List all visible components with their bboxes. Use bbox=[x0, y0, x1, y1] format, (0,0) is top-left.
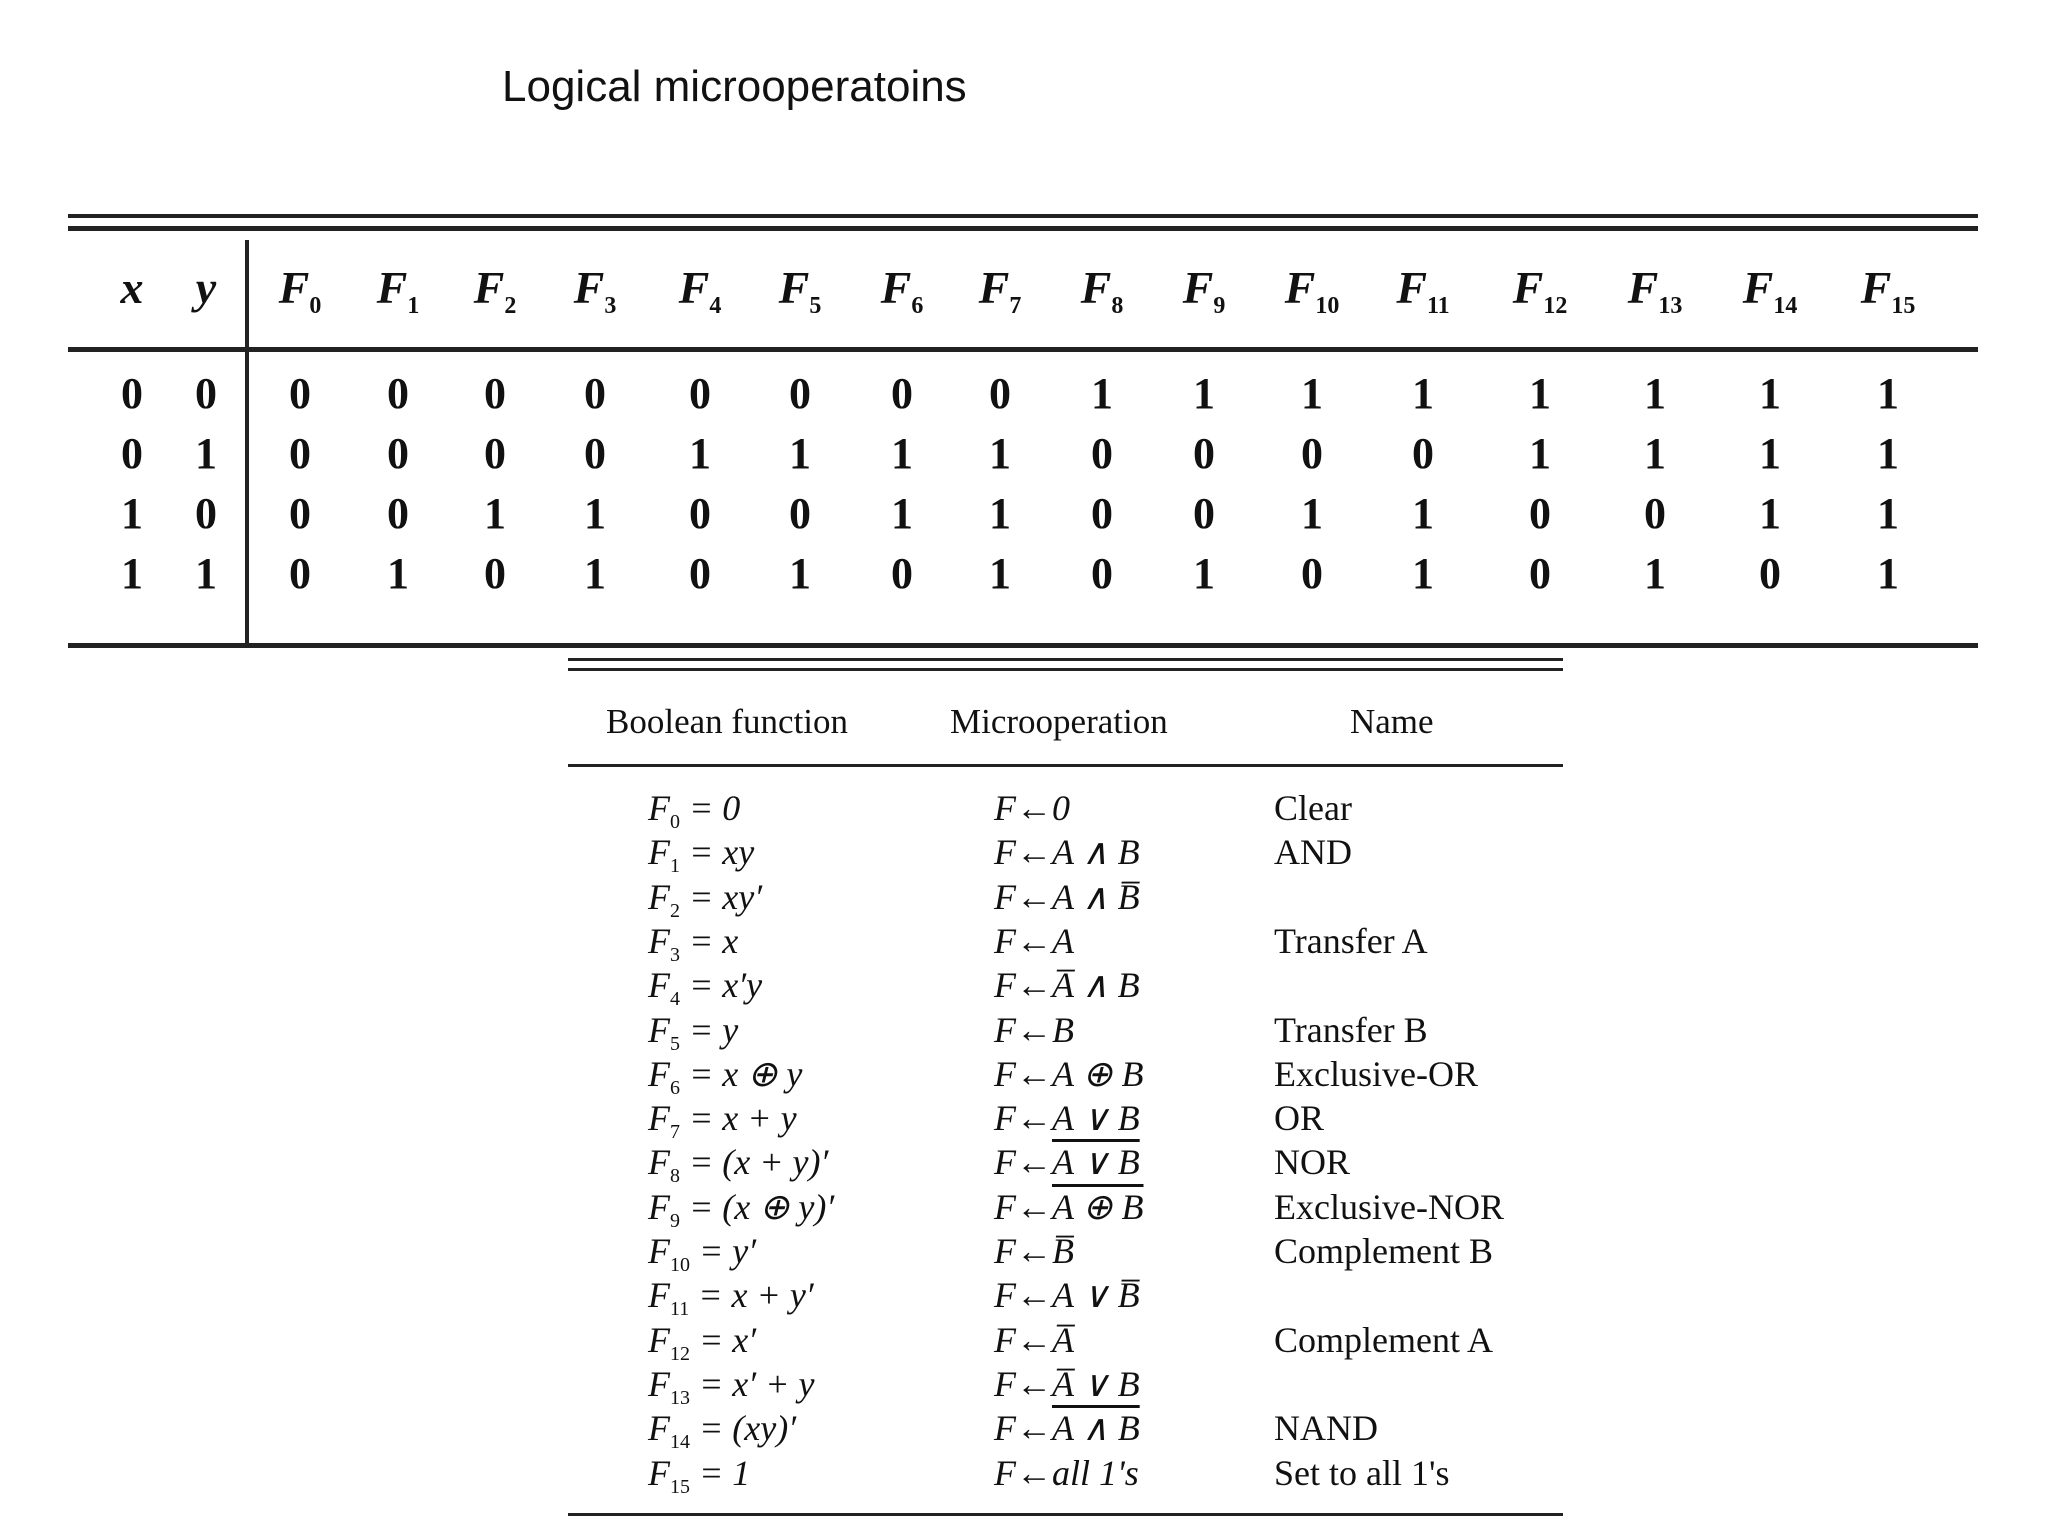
name-cell: NOR bbox=[1274, 1142, 1351, 1183]
column-header: $F_5$ bbox=[778, 262, 822, 320]
column-header: $F_0$ bbox=[278, 262, 322, 320]
boolean-function-cell: $F_5 = y$ bbox=[648, 1009, 739, 1055]
table-cell: 0 bbox=[789, 369, 811, 418]
table-cell: 1 bbox=[195, 549, 217, 598]
microoperation-cell: F←A̅ bbox=[994, 1319, 1074, 1360]
table-cell: 1 bbox=[689, 429, 711, 478]
table-rule bbox=[68, 214, 1978, 218]
table-cell: 0 bbox=[1759, 549, 1781, 598]
boolean-function-cell: $F_{10} = y'$ bbox=[648, 1231, 757, 1277]
name-cell: Set to all 1's bbox=[1274, 1452, 1450, 1493]
name-cell: Exclusive-OR bbox=[1274, 1053, 1478, 1094]
microoperation-cell: F←A ∨ B bbox=[994, 1142, 1140, 1183]
microoperation-cell: F←A ⊕ B bbox=[994, 1053, 1144, 1094]
microoperation-cell: F←A ∧ B bbox=[994, 1408, 1140, 1449]
table-cell: 0 bbox=[289, 369, 311, 418]
microoperation-cell: F←A ⊕ B bbox=[994, 1186, 1144, 1227]
column-header: $F_{15}$ bbox=[1860, 262, 1916, 320]
boolean-function-cell: $F_3 = x$ bbox=[648, 920, 739, 967]
table-cell: 0 bbox=[387, 369, 409, 418]
page-title: Logical microoperatoins bbox=[502, 62, 967, 111]
table-cell: 1 bbox=[1529, 369, 1551, 418]
table-cell: 1 bbox=[1091, 369, 1113, 418]
boolean-function-cell: $F_{15} = 1$ bbox=[648, 1452, 751, 1498]
table-cell: 1 bbox=[1193, 549, 1215, 598]
table-cell: 1 bbox=[789, 549, 811, 598]
table-cell: 1 bbox=[1644, 429, 1666, 478]
table-cell: 1 bbox=[1759, 489, 1781, 538]
table-cell: 0 bbox=[484, 549, 506, 598]
microoperation-cell: F←A̅ ∨ B bbox=[994, 1363, 1140, 1404]
table-row bbox=[568, 1451, 1563, 1498]
boolean-function-cell: $F_{12} = x'$ bbox=[648, 1319, 757, 1365]
column-header: $F_4$ bbox=[678, 262, 722, 320]
microoperation-cell: F←A bbox=[994, 920, 1074, 961]
table-cell: 0 bbox=[289, 429, 311, 478]
table-cell: 1 bbox=[1529, 429, 1551, 478]
table-cell: 1 bbox=[1301, 489, 1323, 538]
table-rule bbox=[68, 347, 1978, 352]
table-cell: 1 bbox=[195, 429, 217, 478]
table-cell: 0 bbox=[584, 429, 606, 478]
table-cell: 1 bbox=[1759, 369, 1781, 418]
table-cell: 1 bbox=[121, 489, 143, 538]
table-cell: 0 bbox=[289, 489, 311, 538]
table-row bbox=[68, 424, 1978, 484]
table-row bbox=[568, 1318, 1563, 1365]
table-rule bbox=[68, 643, 1978, 648]
table-cell: 0 bbox=[121, 369, 143, 418]
table-row bbox=[568, 875, 1563, 922]
table-cell: 0 bbox=[689, 549, 711, 598]
table-cell: 0 bbox=[1091, 549, 1113, 598]
column-header: $F_{13}$ bbox=[1627, 262, 1683, 320]
table-cell: 0 bbox=[1301, 429, 1323, 478]
microoperation-cell: F←A ∨ B̅ bbox=[994, 1275, 1140, 1316]
column-header-microoperation: Microoperation bbox=[950, 702, 1168, 741]
table-cell: 0 bbox=[789, 489, 811, 538]
boolean-function-cell: $F_7 = x + y$ bbox=[648, 1098, 797, 1144]
table-row bbox=[68, 544, 1978, 604]
table-cell: 0 bbox=[1193, 489, 1215, 538]
name-cell: OR bbox=[1274, 1098, 1325, 1139]
table-row bbox=[568, 1008, 1563, 1055]
table-cell: 0 bbox=[1301, 549, 1323, 598]
table-cell: 0 bbox=[891, 369, 913, 418]
table-cell: 0 bbox=[289, 549, 311, 598]
table-cell: 0 bbox=[989, 369, 1011, 418]
table-rule bbox=[568, 1513, 1563, 1516]
boolean-function-cell: $F_4 = x'y$ bbox=[648, 965, 763, 1011]
table-cell: 0 bbox=[584, 369, 606, 418]
table-cell: 1 bbox=[1877, 429, 1899, 478]
table-cell: 0 bbox=[1529, 549, 1551, 598]
microoperation-cell: F←A ∧ B bbox=[994, 832, 1140, 873]
table-cell: 0 bbox=[1529, 489, 1551, 538]
table-cell: 1 bbox=[1877, 549, 1899, 598]
name-cell: Complement A bbox=[1274, 1319, 1493, 1360]
column-header: $F_1$ bbox=[376, 262, 420, 320]
table-rule bbox=[568, 668, 1563, 671]
column-header-boolean: Boolean function bbox=[606, 702, 849, 741]
name-cell: Complement B bbox=[1274, 1231, 1493, 1271]
table-row bbox=[568, 1185, 1563, 1232]
table-row bbox=[68, 484, 1978, 544]
table-cell: 1 bbox=[1644, 369, 1666, 418]
table-cell: 0 bbox=[387, 489, 409, 538]
boolean-function-cell: $F_{14} = (xy)'$ bbox=[648, 1408, 797, 1454]
name-cell: NAND bbox=[1274, 1408, 1378, 1449]
table-rule bbox=[568, 764, 1563, 767]
table-row bbox=[568, 1140, 1563, 1188]
table-cell: 1 bbox=[584, 489, 606, 538]
name-cell: AND bbox=[1274, 832, 1352, 873]
table-cell: 1 bbox=[1644, 549, 1666, 598]
table-row bbox=[568, 1096, 1563, 1144]
table-row bbox=[568, 830, 1563, 878]
column-header: $F_{11}$ bbox=[1396, 262, 1450, 320]
column-header: $F_7$ bbox=[978, 262, 1022, 320]
boolean-function-cell: $F_{13} = x' + y$ bbox=[648, 1363, 815, 1410]
table-cell: 0 bbox=[891, 549, 913, 598]
table-cell: 0 bbox=[1412, 429, 1434, 478]
table-row bbox=[568, 1273, 1563, 1321]
table-cell: 1 bbox=[484, 489, 506, 538]
table-row bbox=[568, 1229, 1563, 1277]
table-cell: 1 bbox=[1412, 549, 1434, 598]
truth-table-header bbox=[68, 258, 1978, 318]
table-cell: 1 bbox=[1412, 369, 1434, 418]
column-header: $F_9$ bbox=[1182, 262, 1226, 320]
table-cell: 0 bbox=[121, 429, 143, 478]
table-cell: 0 bbox=[484, 369, 506, 418]
table-cell: 0 bbox=[195, 489, 217, 538]
column-header: $F_8$ bbox=[1080, 262, 1124, 320]
microoperation-cell: F←A ∨ B bbox=[994, 1098, 1140, 1139]
column-header-name: Name bbox=[1350, 702, 1434, 741]
boolean-function-cell: $F_0 = 0$ bbox=[648, 788, 741, 834]
table-cell: 0 bbox=[1193, 429, 1215, 478]
column-header: $F_{10}$ bbox=[1284, 262, 1340, 320]
name-cell: Exclusive-NOR bbox=[1274, 1186, 1504, 1227]
column-header: $F_2$ bbox=[473, 262, 517, 320]
table-row bbox=[568, 786, 1563, 834]
boolean-function-cell: $F_6 = x$ ⊕ y bbox=[648, 1053, 803, 1099]
microoperation-cell: F←0 bbox=[994, 788, 1070, 828]
table-rule bbox=[68, 226, 1978, 231]
name-cell: Clear bbox=[1274, 788, 1352, 828]
table-cell: 0 bbox=[1091, 489, 1113, 538]
table-cell: 0 bbox=[689, 369, 711, 418]
microoperation-cell: F←A ∧ B̅ bbox=[994, 876, 1140, 917]
boolean-function-cell: $F_8 = (x + y)'$ bbox=[648, 1142, 829, 1188]
microoperation-cell: F←B bbox=[994, 1009, 1074, 1050]
table-cell: 0 bbox=[1644, 489, 1666, 538]
table-cell: 1 bbox=[989, 489, 1011, 538]
microoperation-cell: F←all 1's bbox=[994, 1452, 1139, 1493]
name-cell: Transfer A bbox=[1274, 920, 1428, 961]
table-rule bbox=[568, 658, 1563, 661]
column-header: x bbox=[120, 262, 144, 313]
table-cell: 1 bbox=[891, 429, 913, 478]
column-header: $F_{14}$ bbox=[1742, 262, 1798, 320]
table-cell: 1 bbox=[121, 549, 143, 598]
boolean-function-cell: $F_1$ = xy bbox=[648, 832, 755, 878]
table-cell: 0 bbox=[195, 369, 217, 418]
column-header: $F_3$ bbox=[573, 262, 617, 320]
microoperation-cell: F←A̅ ∧ B bbox=[994, 965, 1140, 1006]
table-row bbox=[568, 1406, 1563, 1454]
table-cell: 1 bbox=[989, 429, 1011, 478]
table-cell: 1 bbox=[1759, 429, 1781, 478]
column-header: $F_6$ bbox=[880, 262, 924, 320]
table-cell: 1 bbox=[891, 489, 913, 538]
boolean-function-cell: $F_9 = (x$ ⊕ y)′ bbox=[648, 1186, 835, 1232]
microoperation-cell: F←B̅ bbox=[994, 1231, 1074, 1271]
table-cell: 1 bbox=[1877, 489, 1899, 538]
table-cell: 1 bbox=[584, 549, 606, 598]
table-cell: 1 bbox=[387, 549, 409, 598]
table-cell: 1 bbox=[1877, 369, 1899, 418]
table-row bbox=[568, 1362, 1563, 1410]
table-cell: 1 bbox=[1412, 489, 1434, 538]
boolean-function-cell: $F_2 = xy'$ bbox=[648, 876, 763, 922]
column-header: $F_{12}$ bbox=[1512, 262, 1568, 320]
table-row bbox=[568, 1052, 1563, 1099]
table-row bbox=[568, 963, 1563, 1011]
table-row bbox=[568, 919, 1563, 967]
table-row bbox=[68, 364, 1978, 424]
table-cell: 1 bbox=[789, 429, 811, 478]
table-cell: 0 bbox=[484, 429, 506, 478]
table-cell: 0 bbox=[1091, 429, 1113, 478]
function-table bbox=[568, 650, 1563, 1530]
table-cell: 1 bbox=[1193, 369, 1215, 418]
table-cell: 0 bbox=[689, 489, 711, 538]
column-header: y bbox=[195, 262, 217, 313]
table-cell: 0 bbox=[387, 429, 409, 478]
name-cell: Transfer B bbox=[1274, 1009, 1428, 1050]
table-cell: 1 bbox=[1301, 369, 1323, 418]
boolean-function-cell: $F_{11} = x + y'$ bbox=[648, 1275, 814, 1321]
truth-table bbox=[68, 214, 1978, 664]
table-cell: 1 bbox=[989, 549, 1011, 598]
